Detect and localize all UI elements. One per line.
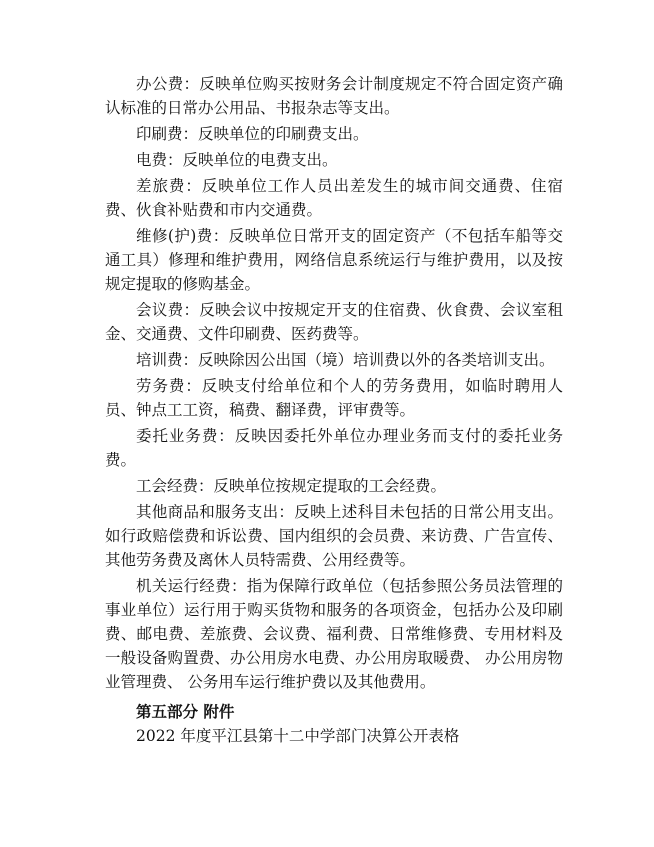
paragraph-meeting-expense: 会议费：反映会议中按规定开支的住宿费、伙食费、会议室租金、交通费、文件印刷费、医药费等。 [105, 301, 563, 343]
paragraph-maintenance-expense: 维修(护)费：反映单位日常开支的固定资产（不包括车船等交通工具）修理和维护费用，网络信息系统运行与维护费用，以及按规定提取的修购基金。 [105, 227, 563, 293]
paragraph-office-expense: 办公费：反映单位购买按财务会计制度规定不符合固定资产确认标准的日常办公用品、书报杂志等支出。 [105, 75, 563, 117]
paragraph-agency-operating-funds: 机关运行经费：指为保障行政单位（包括参照公务员法管理的事业单位）运行用于购买货物和服务的各项资金，包括办公及印刷费、邮电费、差旅费、会议费、福利费、日常维修费、专用材料及一般设备购置费、办公用房水电费、办公用房取暖费、 办公用房物业管理费、 公务用车运行维护费以及其他费用。 [105, 577, 563, 691]
paragraph-labor-expense: 劳务费：反映支付给单位和个人的劳务费用，如临时聘用人员、钟点工工资，稿费、翻译费，评审费等。 [105, 377, 563, 419]
paragraph-electricity-expense: 电费：反映单位的电费支出。 [136, 151, 338, 169]
paragraph-union-funds: 工会经费：反映单位按规定提取的工会经费。 [136, 477, 447, 495]
paragraph-other-goods-services: 其他商品和服务支出：反映上述科目未包括的日常公用支出。如行政赔偿费和诉讼费、国内组织的会员费、来访费、广告宣传、其他劳务费及离休人员特需费、公用经费等。 [105, 503, 563, 569]
attachment-title: 2022 年度平江县第十二中学部门决算公开表格 [136, 727, 460, 745]
section-heading: 第五部分 附件 [136, 703, 235, 721]
paragraph-printing-expense: 印刷费：反映单位的印刷费支出。 [136, 125, 369, 143]
paragraph-training-expense: 培训费：反映除因公出国（境）培训费以外的各类培训支出。 [136, 351, 555, 369]
paragraph-travel-expense: 差旅费：反映单位工作人员出差发生的城市间交通费、住宿费、伙食补贴费和市内交通费。 [105, 177, 563, 219]
document-body [105, 72, 563, 748]
paragraph-entrusted-business-expense: 委托业务费：反映因委托外单位办理业务而支付的委托业务费。 [105, 427, 563, 469]
